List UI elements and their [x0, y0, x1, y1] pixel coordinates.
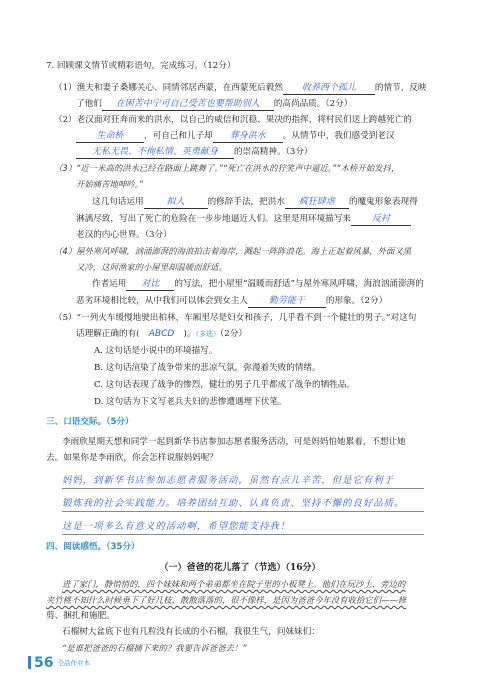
q7-part1-text-c: 了他们 [76, 99, 102, 109]
q7-part3-quote-line2: 开始痛苦地呻吟。” [76, 179, 144, 189]
page-footer [28, 652, 90, 671]
answer-line-1-text: 妈妈，到新华书店参加志愿者服务活动，虽然有点儿辛苦，但是它有利于 [62, 475, 395, 486]
q7-part2-text-c: 。从情节中，我们感受到老汉 [282, 131, 395, 141]
q7-part4-text-d: 的写法，把小屋里“温暖而舒适”与屋外寒风呼啸，海浪汹涌澎湃的 [174, 279, 424, 289]
section-3-prompt-line2: 去。如果你是李雨欣，你会怎样说服妈妈呢？ [46, 453, 218, 463]
multi-select-mark: （多选） [195, 330, 220, 338]
q7-part2-line2 [76, 130, 395, 143]
q7-part3-text-e: 的魔鬼形象表现得 [348, 197, 418, 207]
q7-part2-answer3-text: 无私无畏、不徇私情、英勇献身 [91, 147, 218, 157]
q7-part4-answer1 [126, 278, 174, 291]
q7-part4-line1 [54, 245, 411, 258]
q7-part4-line2 [76, 261, 227, 274]
footer-accent-bar [28, 656, 31, 669]
q7-part2-line3 [76, 146, 313, 159]
q7-part5-text-c: )。 [183, 329, 196, 339]
q7-part1-line1 [54, 82, 427, 95]
q7-part1-answer2-text: 在困苦中宁可自己受苦也要帮助别人 [115, 99, 260, 109]
q7-part4-answer2 [248, 295, 326, 308]
q7-part2-answer3 [76, 146, 234, 159]
q7-part3-line1 [54, 162, 399, 175]
answer-line-1 [62, 466, 424, 489]
q7-part2-line1: （2）老汉面对狂奔而来的洪水，以自己的威信和沉稳、果决的指挥，将村民们送上跨越死亡的 [54, 115, 412, 125]
q7-part2-answer1-text: 生命桥 [96, 131, 124, 141]
q7-part1-text-d: 的高尚品质。（2分） [273, 99, 353, 109]
section-4-heading: 四、阅读感悟。（35分） [46, 542, 140, 552]
passage-para3-text: “是谁把爸爸的石榴摘下来的？我要告诉爸爸去！” [62, 643, 247, 653]
q7-part4-text-f: 的形象。（2分） [325, 296, 388, 306]
question-7-stem: 7. 回顾课文情节或精彩语句，完成练习。（12分） [46, 61, 236, 71]
q7-part5-answer: ABCD [148, 329, 175, 339]
passage-para1-line1 [62, 578, 405, 591]
q7-part3-answer1-text: 拟人 [166, 197, 185, 207]
answer-line-3-text: 这是一项多么有意义的活动啊，希望您能支持我！ [62, 521, 291, 532]
q7-part3-quote-line1: （3）“近一米高的洪水已经在路面上跳舞了。”“死亡在洪水的狞笑声中逼近。”“木桥开始发抖， [54, 163, 400, 173]
q7-part2-answer1 [76, 130, 144, 143]
q7-part3-answer2 [285, 196, 349, 209]
q7-part3-line5: 老汉的内心世界。（3分） [76, 230, 172, 240]
section-3-prompt-line1: 李雨欣星期天想和同学一起到新华书店参加志愿者服务活动，可是妈妈怕她累着，不想让她 [62, 437, 406, 447]
passage-para1-line2-text: 夹竹桃不知什么时候垂下了好几枝，散散落落的，很不像样，是因为爸爸今年没有收拾它们——修 [46, 595, 407, 605]
q7-part4-quote-line2: 又冷，这间渔家的小屋里却温暖而舒适。 [76, 262, 227, 272]
q7-part2-answer2-text: 葬身洪水 [229, 131, 266, 141]
q7-option-b: B. 这句话渲染了战争带来的悲凉气氛，弥漫着失败的情绪。 [94, 363, 321, 373]
q7-part3-answer3-text: 反衬 [372, 214, 391, 224]
q7-part4-answer2-text: 勤劳能干 [268, 296, 305, 306]
book-name: 全品作业本 [57, 659, 90, 667]
q7-part4-quote-line1: （4）屋外寒风呼啸，汹涌澎湃的海浪拍击着海岸，溅起一阵阵浪花。海上正起着风暴，外面又黑 [54, 246, 412, 256]
answer-line-3 [62, 512, 424, 535]
q7-part1-line2 [76, 98, 352, 111]
q7-option-d: D. 这句话为下文写老兵夫妇的悲惨遭遇埋下伏笔。 [94, 397, 287, 407]
q7-option-a: A. 这句话是小说中的环境描写。 [94, 346, 218, 356]
q7-part3-answer2-text: 疯狂肆虐 [298, 197, 335, 207]
q7-part5-text-b: 话理解正确的有( [76, 329, 140, 339]
q7-part3-text-c: 这几句话运用 [92, 197, 144, 207]
q7-part4-text-e: 恶劣环境相比较，从中我们可以体会到女主人 [76, 296, 248, 306]
q7-part5-text-d: （2分） [219, 329, 247, 339]
passage-para1-line3: 剪、捆扎和施肥。 [46, 611, 115, 621]
q7-part4-text-c: 作者运用 [92, 279, 127, 289]
q7-part3-line4 [76, 213, 411, 226]
passage-para1-line1-text: 进了家门，静悄悄的，四个妹妹和两个弟弟都坐在院子里的小板凳上。他们在玩沙土，旁边的 [62, 579, 406, 589]
q7-option-c: C. 这句话表现了战争的惨烈，健壮的男子几乎都成了战争的牺牲品。 [94, 380, 355, 390]
q7-part2-answer2 [213, 130, 283, 143]
section-3-heading: 三、口语交际。（5分） [46, 417, 134, 427]
q7-part3-answer3 [351, 213, 411, 226]
q7-part1-answer2 [102, 98, 274, 111]
q7-part3-text-f: 淋漓尽致，写出了死亡的危险在一步步地逼近人们。这里是用环境描写来 [76, 214, 352, 224]
answer-line-2 [62, 489, 424, 512]
passage-para2: 石榴树大盆底下也有几粒没有长成的小石榴，我很生气，问妹妹们： [62, 627, 320, 637]
q7-part4-line4 [76, 295, 387, 308]
q7-part5-line1: （5）“一列火车缓慢地驶出柏林，车厢里尽是妇女和孩子，几乎看不到一个健壮的男子。”对这句 [54, 313, 417, 323]
q7-part3-text-d: 的修辞手法，把洪水 [207, 197, 285, 207]
passage-title: （一）爸爸的花儿落了（节选）（16分） [159, 563, 321, 573]
q7-part1-text-b: 的情节，反映 [374, 83, 427, 93]
q7-part1-answer1 [283, 82, 375, 95]
q7-part5-line2 [76, 328, 247, 340]
q7-part4-line3 [92, 278, 424, 291]
q7-part2-text-b: ，可自己和儿子却 [144, 131, 213, 141]
q7-part3-line3 [92, 196, 418, 209]
q7-part1-answer1-text: 收养西个孤儿 [301, 83, 356, 93]
q7-part1-text-a: （1）渔夫和妻子桑娜关心、同情邻居西蒙，在西蒙死后毅然 [54, 83, 283, 93]
q7-part3-line2 [76, 178, 143, 191]
passage-para1-line2 [46, 594, 406, 607]
answer-line-2-text: 锻炼我的社会实践能力。培养团结互助、认真负责、坚持不懈的良好品质。 [62, 498, 405, 509]
page-number: 56 [34, 655, 54, 671]
q7-part4-answer1-text: 对比 [141, 279, 160, 289]
q7-part2-text-d: 的崇高精神。（3分） [234, 147, 313, 157]
q7-part3-answer1 [144, 196, 208, 209]
